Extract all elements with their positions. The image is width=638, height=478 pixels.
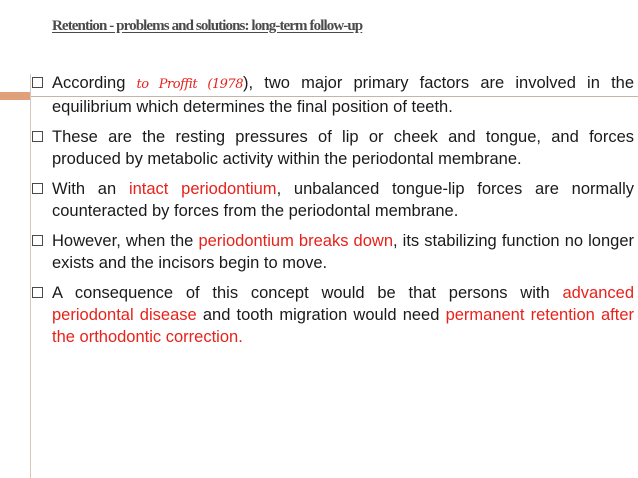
- bullet-text: A consequence of this concept would be that persons with: [52, 284, 563, 302]
- accent-bar: [0, 92, 30, 100]
- bullet-item: [30, 178, 634, 222]
- bullet-text: However, when the: [52, 232, 199, 250]
- square-bullet-icon: [32, 183, 43, 194]
- square-bullet-icon: [32, 235, 43, 246]
- bullet-text: , its stabilizing function no longer exists and the incisors begin to move.: [52, 232, 635, 272]
- bullet-text: According: [52, 74, 137, 92]
- bullet-list: [30, 72, 634, 356]
- bullet-text: With an: [52, 180, 129, 198]
- bullet-item: [30, 126, 634, 170]
- bullet-text: , unbalanced tongue-lip forces are normally counteracted by forces from the periodontal membrane.: [52, 180, 635, 220]
- highlight-text: periodontium breaks down: [198, 232, 393, 250]
- highlight-text: permanent retention after the orthodontic correction.: [52, 306, 634, 346]
- bullet-item: [30, 72, 634, 118]
- square-bullet-icon: [32, 131, 43, 142]
- highlight-text: advanced periodontal disease: [52, 284, 634, 324]
- bullet-item: [30, 282, 634, 348]
- bullet-item: [30, 230, 634, 274]
- citation-text: to Proffit (1978: [136, 77, 243, 92]
- highlight-text: intact periodontium: [128, 180, 277, 198]
- bullet-text: and tooth migration would need: [196, 306, 446, 324]
- bullet-text: These are the resting pressures of lip or cheek and tongue, and forces produced by metabolic activity within the periodontal membrane.: [52, 128, 634, 168]
- square-bullet-icon: [32, 287, 43, 298]
- square-bullet-icon: [32, 77, 43, 88]
- bullet-text: ), two major primary factors are involved in the equilibrium which determines the final position of teeth.: [52, 74, 635, 116]
- slide-title: Retention - problems and solutions: long-term follow-up: [52, 18, 363, 34]
